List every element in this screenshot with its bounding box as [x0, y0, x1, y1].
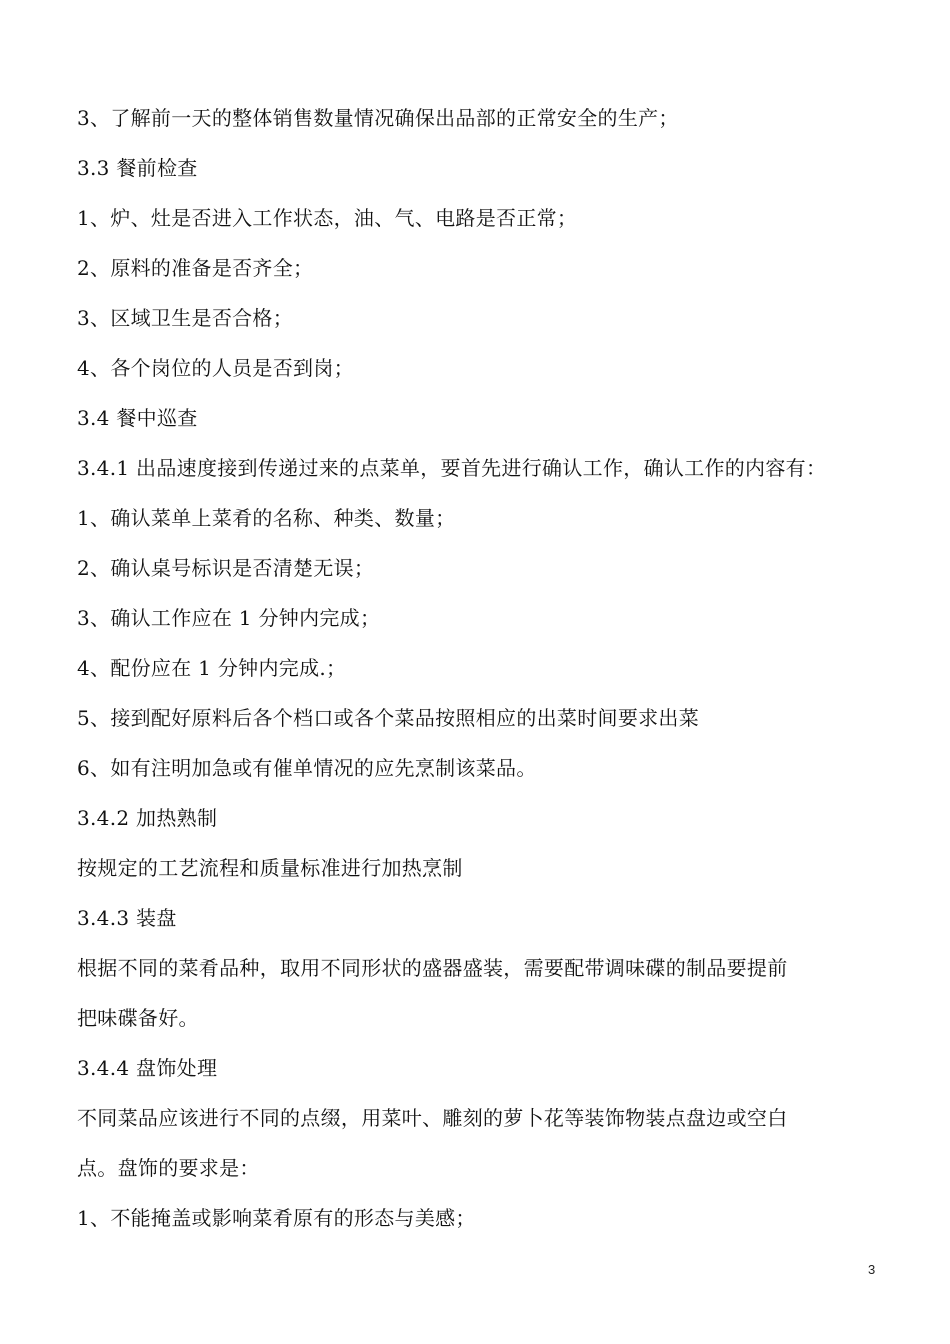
subsection-heading: 3.4.3 装盘 [77, 906, 177, 930]
text-line: 1、不能掩盖或影响菜肴原有的形态与美感； [77, 1206, 476, 1230]
subsection-heading: 3.4.4 盘饰处理 [77, 1056, 218, 1080]
text-line: 3、确认工作应在 1 分钟内完成； [77, 606, 381, 630]
text-line: 根据不同的菜肴品种，取用不同形状的盛器盛装，需要配带调味碟的制品要提前 [77, 956, 788, 980]
text-line: 4、各个岗位的人员是否到岗； [77, 356, 354, 380]
subsection-line: 3.4.1 出品速度接到传递过来的点菜单，要首先进行确认工作，确认工作的内容有： [77, 456, 827, 480]
text-line: 不同菜品应该进行不同的点缀，用菜叶、雕刻的萝卜花等装饰物装点盘边或空白 [77, 1106, 788, 1130]
section-heading: 3.4 餐中巡查 [77, 406, 198, 430]
text-line: 1、确认菜单上菜肴的名称、种类、数量； [77, 506, 456, 530]
text-line: 2、确认桌号标识是否清楚无误； [77, 556, 375, 580]
text-line: 3、区域卫生是否合格； [77, 306, 294, 330]
text-line: 5、接到配好原料后各个档口或各个菜品按照相应的出菜时间要求出菜 [77, 706, 700, 730]
text-line: 按规定的工艺流程和质量标准进行加热烹制 [77, 856, 463, 880]
text-line: 3、了解前一天的整体销售数量情况确保出品部的正常安全的生产； [77, 106, 679, 130]
text-line: 点。盘饰的要求是： [77, 1156, 260, 1180]
section-heading: 3.3 餐前检查 [77, 156, 198, 180]
text-line: 把味碟备好。 [77, 1006, 199, 1030]
document-body [77, 93, 897, 1243]
text-line: 6、如有注明加急或有催单情况的应先烹制该菜品。 [77, 756, 537, 780]
subsection-heading: 3.4.2 加热熟制 [77, 806, 218, 830]
text-line: 1、炉、灶是否进入工作状态，油、气、电路是否正常； [77, 206, 578, 230]
text-line: 2、原料的准备是否齐全； [77, 256, 314, 280]
text-line: 4、配份应在 1 分钟内完成.； [77, 656, 347, 680]
page-number: 3 [868, 1262, 876, 1277]
